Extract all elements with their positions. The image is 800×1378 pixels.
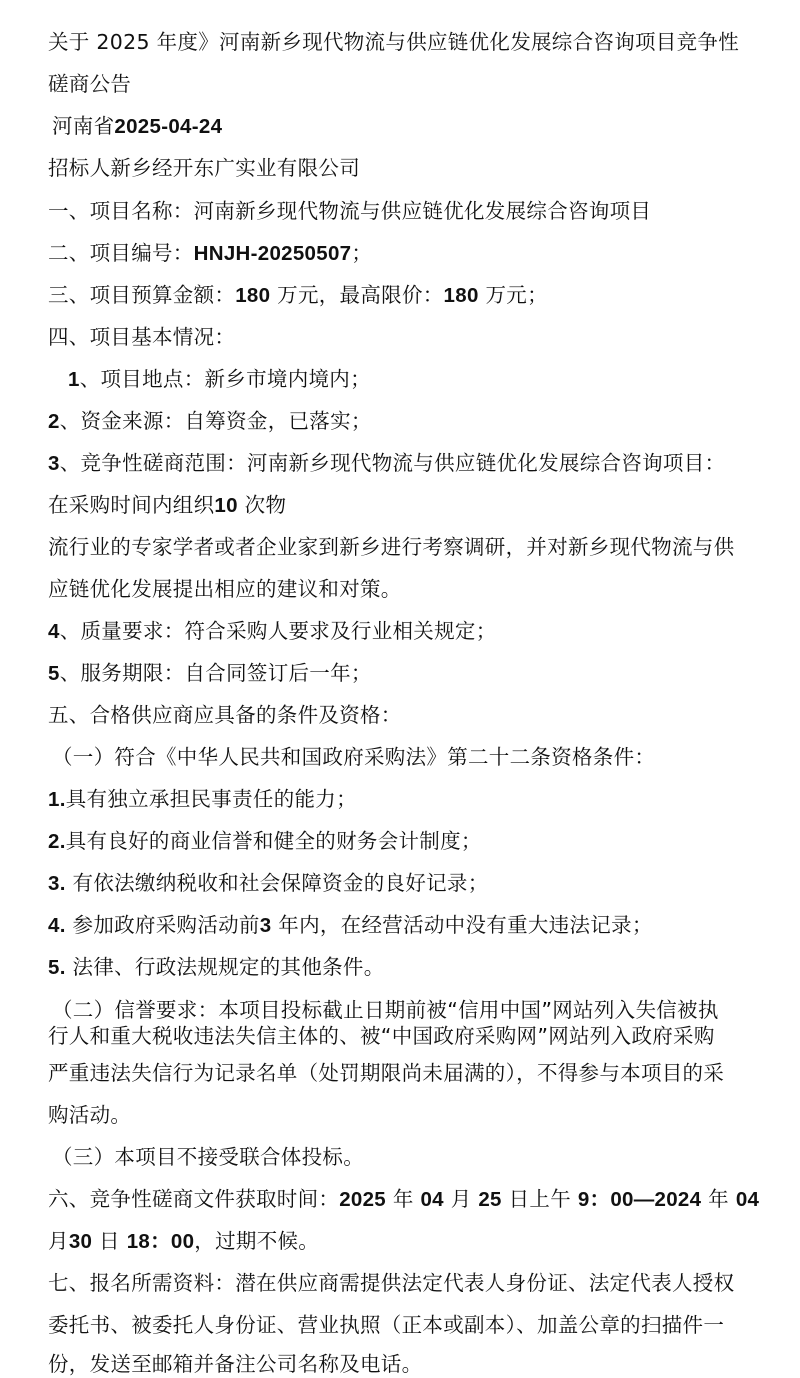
publish-date: 2025-04-24 [114,115,223,138]
credit-requirement-1: （二）信誉要求：本项目投标截止日期前被“信用中国”网站列入失信被执 [52,998,719,1022]
qualification-item-5: 5. 法律、行政法规规定的其他条件。 [48,955,385,979]
project-number-value: HNJH-20250507 [193,242,352,265]
credit-requirement-3: 严重违法失信行为记录名单（处罚期限尚未届满的），不得参与本项目的采 [48,1061,725,1085]
consultation-scope-cont-2: 流行业的专家学者或者企业家到新乡进行考察调研，并对新乡现代物流与供 [48,535,735,559]
credit-requirement-2: 行人和重大税收违法失信主体的、被“中国政府采购网”网站列入政府采购 [48,1024,715,1048]
registration-materials-1: 七、报名所需资料：潜在供应商需提供法定代表人身份证、法定代表人授权 [48,1271,735,1295]
consultation-scope: 3、竞争性磋商范围：河南新乡现代物流与供应链优化发展综合咨询项目： [48,451,726,475]
project-name: 一、项目名称：河南新乡现代物流与供应链优化发展综合咨询项目 [48,199,652,223]
project-number: 二、项目编号：HNJH-20250507； [48,241,373,265]
title-line-2: 磋商公告 [48,72,132,96]
qualification-heading: 五、合格供应商应具备的条件及资格： [48,703,402,727]
quality-requirement: 4、质量要求：符合采购人要求及行业相关规定； [48,619,497,643]
service-period: 5、服务期限：自合同签订后一年； [48,661,372,685]
tenderer: 招标人新乡经开东广实业有限公司 [48,156,360,180]
qualification-item-3: 3. 有依法缴纳税收和社会保障资金的良好记录； [48,871,489,895]
document-acquisition-time: 六、竞争性磋商文件获取时间：2025 年 04 月 25 日上午 9：00—2024 年 04 [48,1187,760,1211]
qualification-item-2: 2.具有良好的商业信誉和健全的财务会计制度； [48,829,482,853]
consultation-scope-cont-1: 在采购时间内组织10 次物 [48,493,287,517]
document-acquisition-time-cont: 月30 日 18：00，过期不候。 [48,1229,320,1253]
max-price-amount: 180 [443,284,479,307]
budget-amount: 180 [235,284,271,307]
no-consortium: （三）本项目不接受联合体投标。 [52,1145,364,1169]
qualification-item-4: 4. 参加政府采购活动前3 年内，在经营活动中没有重大违法记录； [48,913,653,937]
credit-requirement-4: 购活动。 [48,1103,132,1127]
consultation-scope-cont-3: 应链优化发展提出相应的建议和对策。 [48,577,402,601]
registration-materials-2: 委托书、被委托人身份证、营业执照（正本或副本）、加盖公章的扫描件一 [48,1313,725,1337]
project-location: 1、项目地点：新乡市境内境内； [68,367,371,391]
qualification-item-1: 1.具有独立承担民事责任的能力； [48,787,357,811]
title-line-1: 关于 2025 年度》河南新乡现代物流与供应链优化发展综合咨询项目竞争性 [48,30,740,54]
basic-info-heading: 四、项目基本情况： [48,325,236,349]
qualification-law: （一）符合《中华人民共和国政府采购法》第二十二条资格条件： [52,745,656,769]
registration-materials-3: 份，发送至邮箱并备注公司名称及电话。 [48,1352,423,1376]
province-date: 河南省2025-04-24 [52,114,223,138]
funding-source: 2、资金来源：自筹资金，已落实； [48,409,372,433]
project-budget: 三、项目预算金额：180 万元，最高限价：180 万元； [48,283,548,307]
